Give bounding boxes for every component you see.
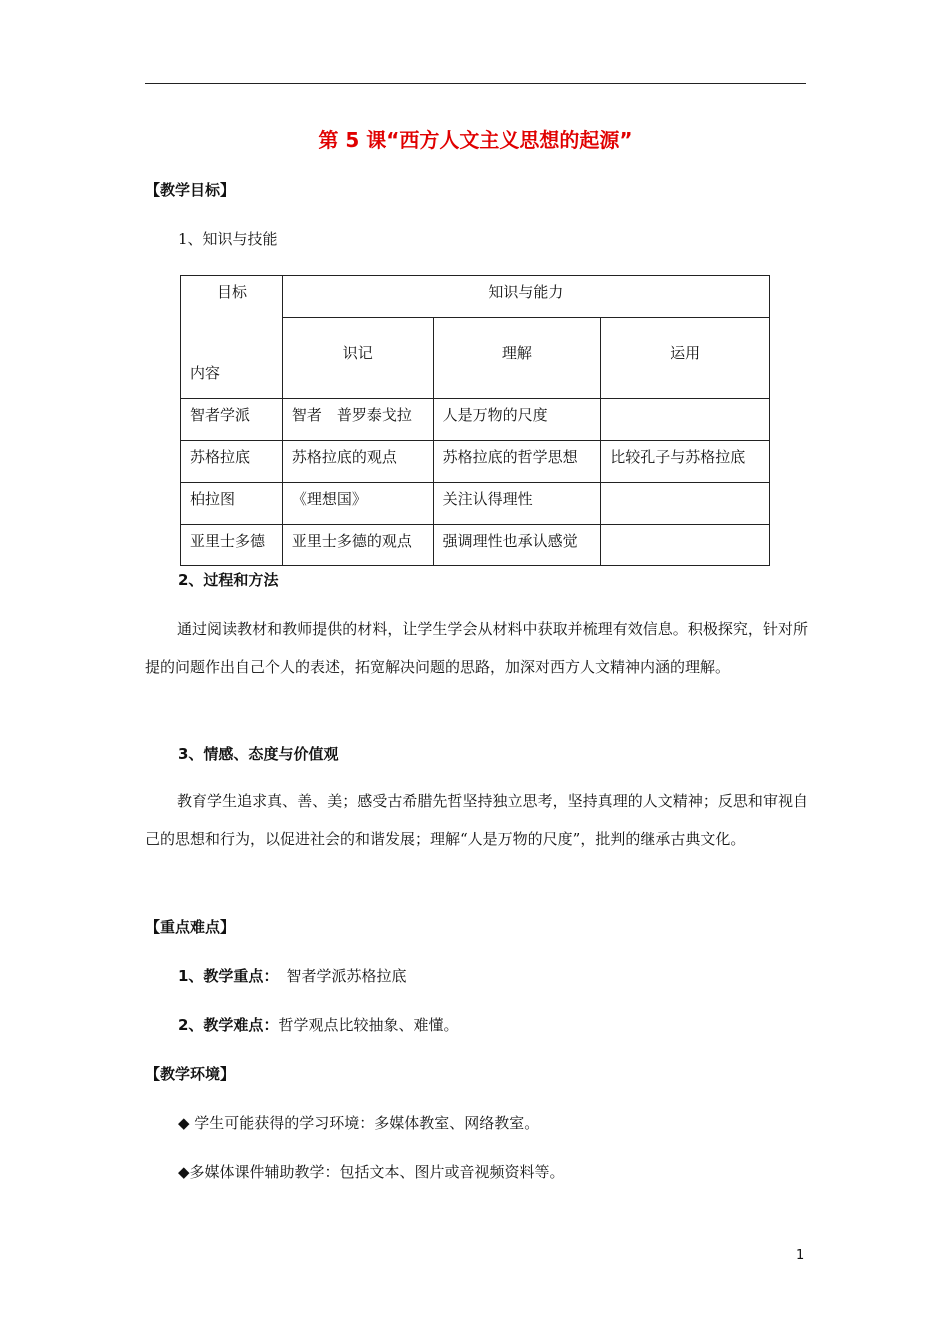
corner-label-content: 内容 bbox=[190, 364, 221, 382]
table-row bbox=[181, 441, 770, 483]
section-heading-key-points: 【重点难点】 bbox=[145, 918, 236, 936]
table-cell: 人是万物的尺度 bbox=[433, 399, 601, 441]
subheading-process-methods: 2、过程和方法 bbox=[178, 571, 279, 589]
table-cell: 苏格拉底的哲学思想 bbox=[433, 441, 601, 483]
row-label: 柏拉图 bbox=[181, 483, 283, 525]
group-header-cell: 知识与能力 bbox=[282, 276, 769, 318]
difficulty-label: 2、教学难点： bbox=[178, 1016, 279, 1034]
environment-bullet: ◆ 学生可能获得的学习环境：多媒体教室、网络教室。 bbox=[178, 1114, 540, 1132]
page-number: 1 bbox=[796, 1248, 805, 1263]
difficulty-item bbox=[178, 1014, 458, 1035]
subheading-attitudes-values: 3、情感、态度与价值观 bbox=[178, 745, 339, 763]
column-header-recall: 识记 bbox=[282, 318, 433, 399]
key-point-label: 1、教学重点： bbox=[178, 967, 279, 985]
table-cell: 《理想国》 bbox=[282, 483, 433, 525]
environment-bullet: ◆多媒体课件辅助教学：包括文本、图片或音视频资料等。 bbox=[178, 1163, 565, 1181]
table-cell bbox=[601, 399, 770, 441]
section-heading-environment: 【教学环境】 bbox=[145, 1065, 236, 1083]
paragraph-process-methods: 通过阅读教材和教师提供的材料，让学生学会从材料中获取并梳理有效信息。积极探究，针对所提的问题作出自己个人的表述，拓宽解决问题的思路，加深对西方人文精神内涵的理解。 bbox=[145, 620, 808, 676]
paragraph-attitudes-values: 教育学生追求真、善、美；感受古希腊先哲坚持独立思考，坚持真理的人文精神；反思和审视自己的思想和行为，以促进社会的和谐发展；理解“人是万物的尺度”，批判的继承古典文化。 bbox=[145, 792, 808, 848]
table-cell bbox=[601, 483, 770, 525]
table-cell: 关注认得理性 bbox=[433, 483, 601, 525]
table-row bbox=[181, 399, 770, 441]
row-label: 亚里士多德 bbox=[181, 525, 283, 566]
table-cell: 亚里士多德的观点 bbox=[282, 525, 433, 566]
table-corner-cell bbox=[181, 276, 283, 399]
header-rule bbox=[145, 83, 806, 84]
difficulty-text: 哲学观点比较抽象、难懂。 bbox=[278, 1016, 459, 1034]
subheading-knowledge-skills: 1、知识与技能 bbox=[178, 230, 278, 248]
table-row bbox=[181, 525, 770, 566]
key-point-text: 智者学派苏格拉底 bbox=[286, 967, 407, 985]
table-row bbox=[181, 483, 770, 525]
key-point-item bbox=[178, 965, 406, 986]
table-cell bbox=[601, 525, 770, 566]
table-cell: 比较孔子与苏格拉底 bbox=[601, 441, 770, 483]
column-header-understand: 理解 bbox=[433, 318, 601, 399]
row-label: 苏格拉底 bbox=[181, 441, 283, 483]
section-heading-goals: 【教学目标】 bbox=[145, 181, 236, 199]
row-label: 智者学派 bbox=[181, 399, 283, 441]
objectives-table bbox=[180, 275, 770, 566]
corner-label-goal: 目标 bbox=[217, 283, 248, 301]
page-title: 第 5 课“西方人文主义思想的起源” bbox=[318, 128, 633, 152]
table-cell: 智者 普罗泰戈拉 bbox=[282, 399, 433, 441]
table-cell: 强调理性也承认感觉 bbox=[433, 525, 601, 566]
column-header-apply: 运用 bbox=[601, 318, 770, 399]
table-cell: 苏格拉底的观点 bbox=[282, 441, 433, 483]
